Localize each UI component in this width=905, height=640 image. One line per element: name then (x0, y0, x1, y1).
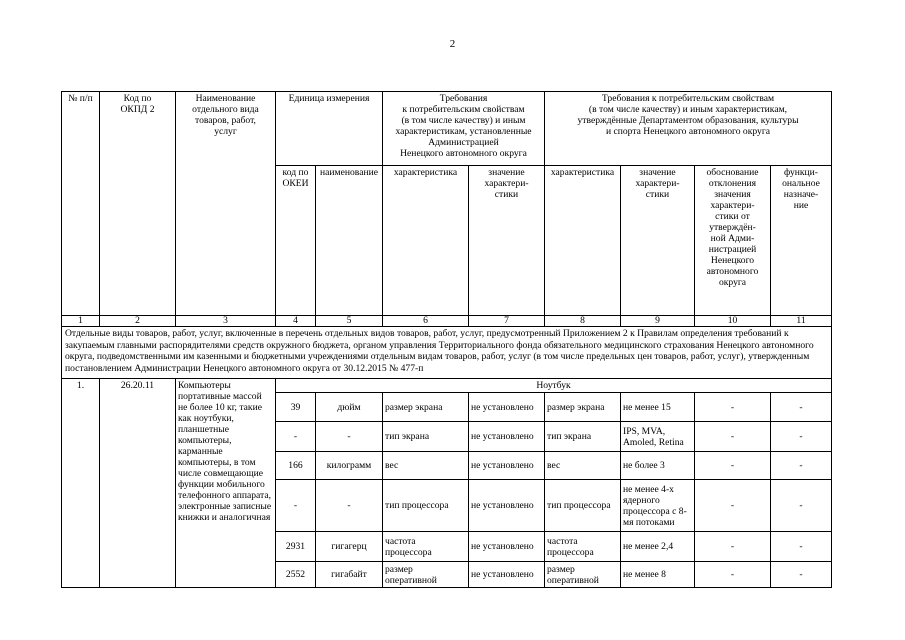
function: - (771, 532, 832, 562)
value-admin: не установлено (469, 422, 545, 452)
column-number: 8 (545, 316, 621, 327)
unit-name: гигагерц (316, 532, 383, 562)
item-name: Компьютеры портативные массой не более 10 кг, такие как ноутбуки, планшетные компьютеры, карманные компьютеры, в том числе совмещающие функции мобильного телефонного аппарата, электронные записные книжки и аналогичная (176, 379, 276, 588)
header-okpd: Код по ОКПД 2 (100, 92, 176, 316)
characteristic-dept: тип процессора (545, 480, 621, 532)
okei-code: 2552 (276, 562, 316, 588)
column-number: 5 (316, 316, 383, 327)
column-number: 2 (100, 316, 176, 327)
characteristic-dept: размер оперативной (545, 562, 621, 588)
function: - (771, 393, 832, 422)
justification: - (695, 422, 771, 452)
column-number: 6 (383, 316, 469, 327)
okei-code: - (276, 422, 316, 452)
header-okei: код по ОКЕИ (276, 166, 316, 316)
header-char-dept: характеристика (545, 166, 621, 316)
characteristic-admin: тип процессора (383, 480, 469, 532)
justification: - (695, 393, 771, 422)
header-row (62, 92, 832, 166)
justification: - (695, 480, 771, 532)
header-char-admin: характеристика (383, 166, 469, 316)
header-num: № п/п (62, 92, 100, 316)
function: - (771, 452, 832, 480)
value-admin: не установлено (469, 393, 545, 422)
header-unit: Единица измерения (276, 92, 383, 166)
value-dept: IPS, MVA, Amoled, Retina (621, 422, 695, 452)
column-numbers-row (62, 316, 832, 327)
value-admin: не установлено (469, 452, 545, 480)
column-number: 11 (771, 316, 832, 327)
okei-code: 2931 (276, 532, 316, 562)
column-number: 10 (695, 316, 771, 327)
value-dept: не менее 8 (621, 562, 695, 588)
characteristic-dept: частота процессора (545, 532, 621, 562)
okei-code: - (276, 480, 316, 532)
value-dept: не менее 15 (621, 393, 695, 422)
characteristic-admin: размер оперативной (383, 562, 469, 588)
unit-name: - (316, 480, 383, 532)
unit-name: гигабайт (316, 562, 383, 588)
requirements-table (61, 91, 832, 588)
item-row (62, 379, 832, 393)
value-dept: не более 3 (621, 452, 695, 480)
characteristic-admin: размер экрана (383, 393, 469, 422)
characteristic-dept: размер экрана (545, 393, 621, 422)
justification: - (695, 532, 771, 562)
header-value-admin: значение характери- стики (469, 166, 545, 316)
column-number: 4 (276, 316, 316, 327)
item-number: 1. (62, 379, 100, 588)
column-number: 3 (176, 316, 276, 327)
header-justification: обоснование отклонения значения характери- стики от утверждён- ной Адми- нистрацией Ненецкого автономного округа (695, 166, 771, 316)
header-requirements-admin: Требования к потребительским свойствам (в том числе качеству) и иным характеристикам, установленные Администрацией Ненецкого автономного округа (383, 92, 545, 166)
header-requirements-dept: Требования к потребительским свойствам (в том числе качеству) и иным характеристикам, утверждённые Департаментом образования, культуры и спорта Ненецкого автономного округа (545, 92, 832, 166)
characteristic-admin: частота процессора (383, 532, 469, 562)
value-admin: не установлено (469, 562, 545, 588)
page-number: 2 (449, 38, 456, 50)
value-admin: не установлено (469, 532, 545, 562)
item-okpd-code: 26.20.11 (100, 379, 176, 588)
function: - (771, 422, 832, 452)
characteristic-admin: тип экрана (383, 422, 469, 452)
header-unit-name: наименование (316, 166, 383, 316)
okei-code: 166 (276, 452, 316, 480)
characteristic-admin: вес (383, 452, 469, 480)
header-function: функци- ональное назначе- ние (771, 166, 832, 316)
section-description: Отдельные виды товаров, работ, услуг, включенные в перечень отдельных видов товаров, работ, услуг, предусмотренный Приложением 2 к Правилам определения требований к закупаемым главными распорядителями средств окружного бюджета, органом управления Территориального фонда обязательного медицинского страхования Ненецкого автономного округа, подведомственными им казенными и бюджетными учреждениями отдельным видам товаров, работ, услуг (в том числе предельных цен товаров, работ, услуг), утвержденным постановлением Администрации Ненецкого автономного округа от 30.12.2015 № 477-п (62, 327, 832, 379)
function: - (771, 562, 832, 588)
value-admin: не установлено (469, 480, 545, 532)
item-subheader: Ноутбук (276, 379, 832, 393)
header-value-dept: значение характери- стики (621, 166, 695, 316)
column-number: 7 (469, 316, 545, 327)
section-row (62, 327, 832, 379)
value-dept: не менее 4-х ядерного процессора с 8- мя потоками (621, 480, 695, 532)
characteristic-dept: тип экрана (545, 422, 621, 452)
unit-name: дюйм (316, 393, 383, 422)
characteristic-dept: вес (545, 452, 621, 480)
column-number: 1 (62, 316, 100, 327)
column-number: 9 (621, 316, 695, 327)
okei-code: 39 (276, 393, 316, 422)
value-dept: не менее 2,4 (621, 532, 695, 562)
justification: - (695, 452, 771, 480)
justification: - (695, 562, 771, 588)
header-item-name: Наименование отдельного вида товаров, работ, услуг (176, 92, 276, 316)
function: - (771, 480, 832, 532)
unit-name: килограмм (316, 452, 383, 480)
unit-name: - (316, 422, 383, 452)
